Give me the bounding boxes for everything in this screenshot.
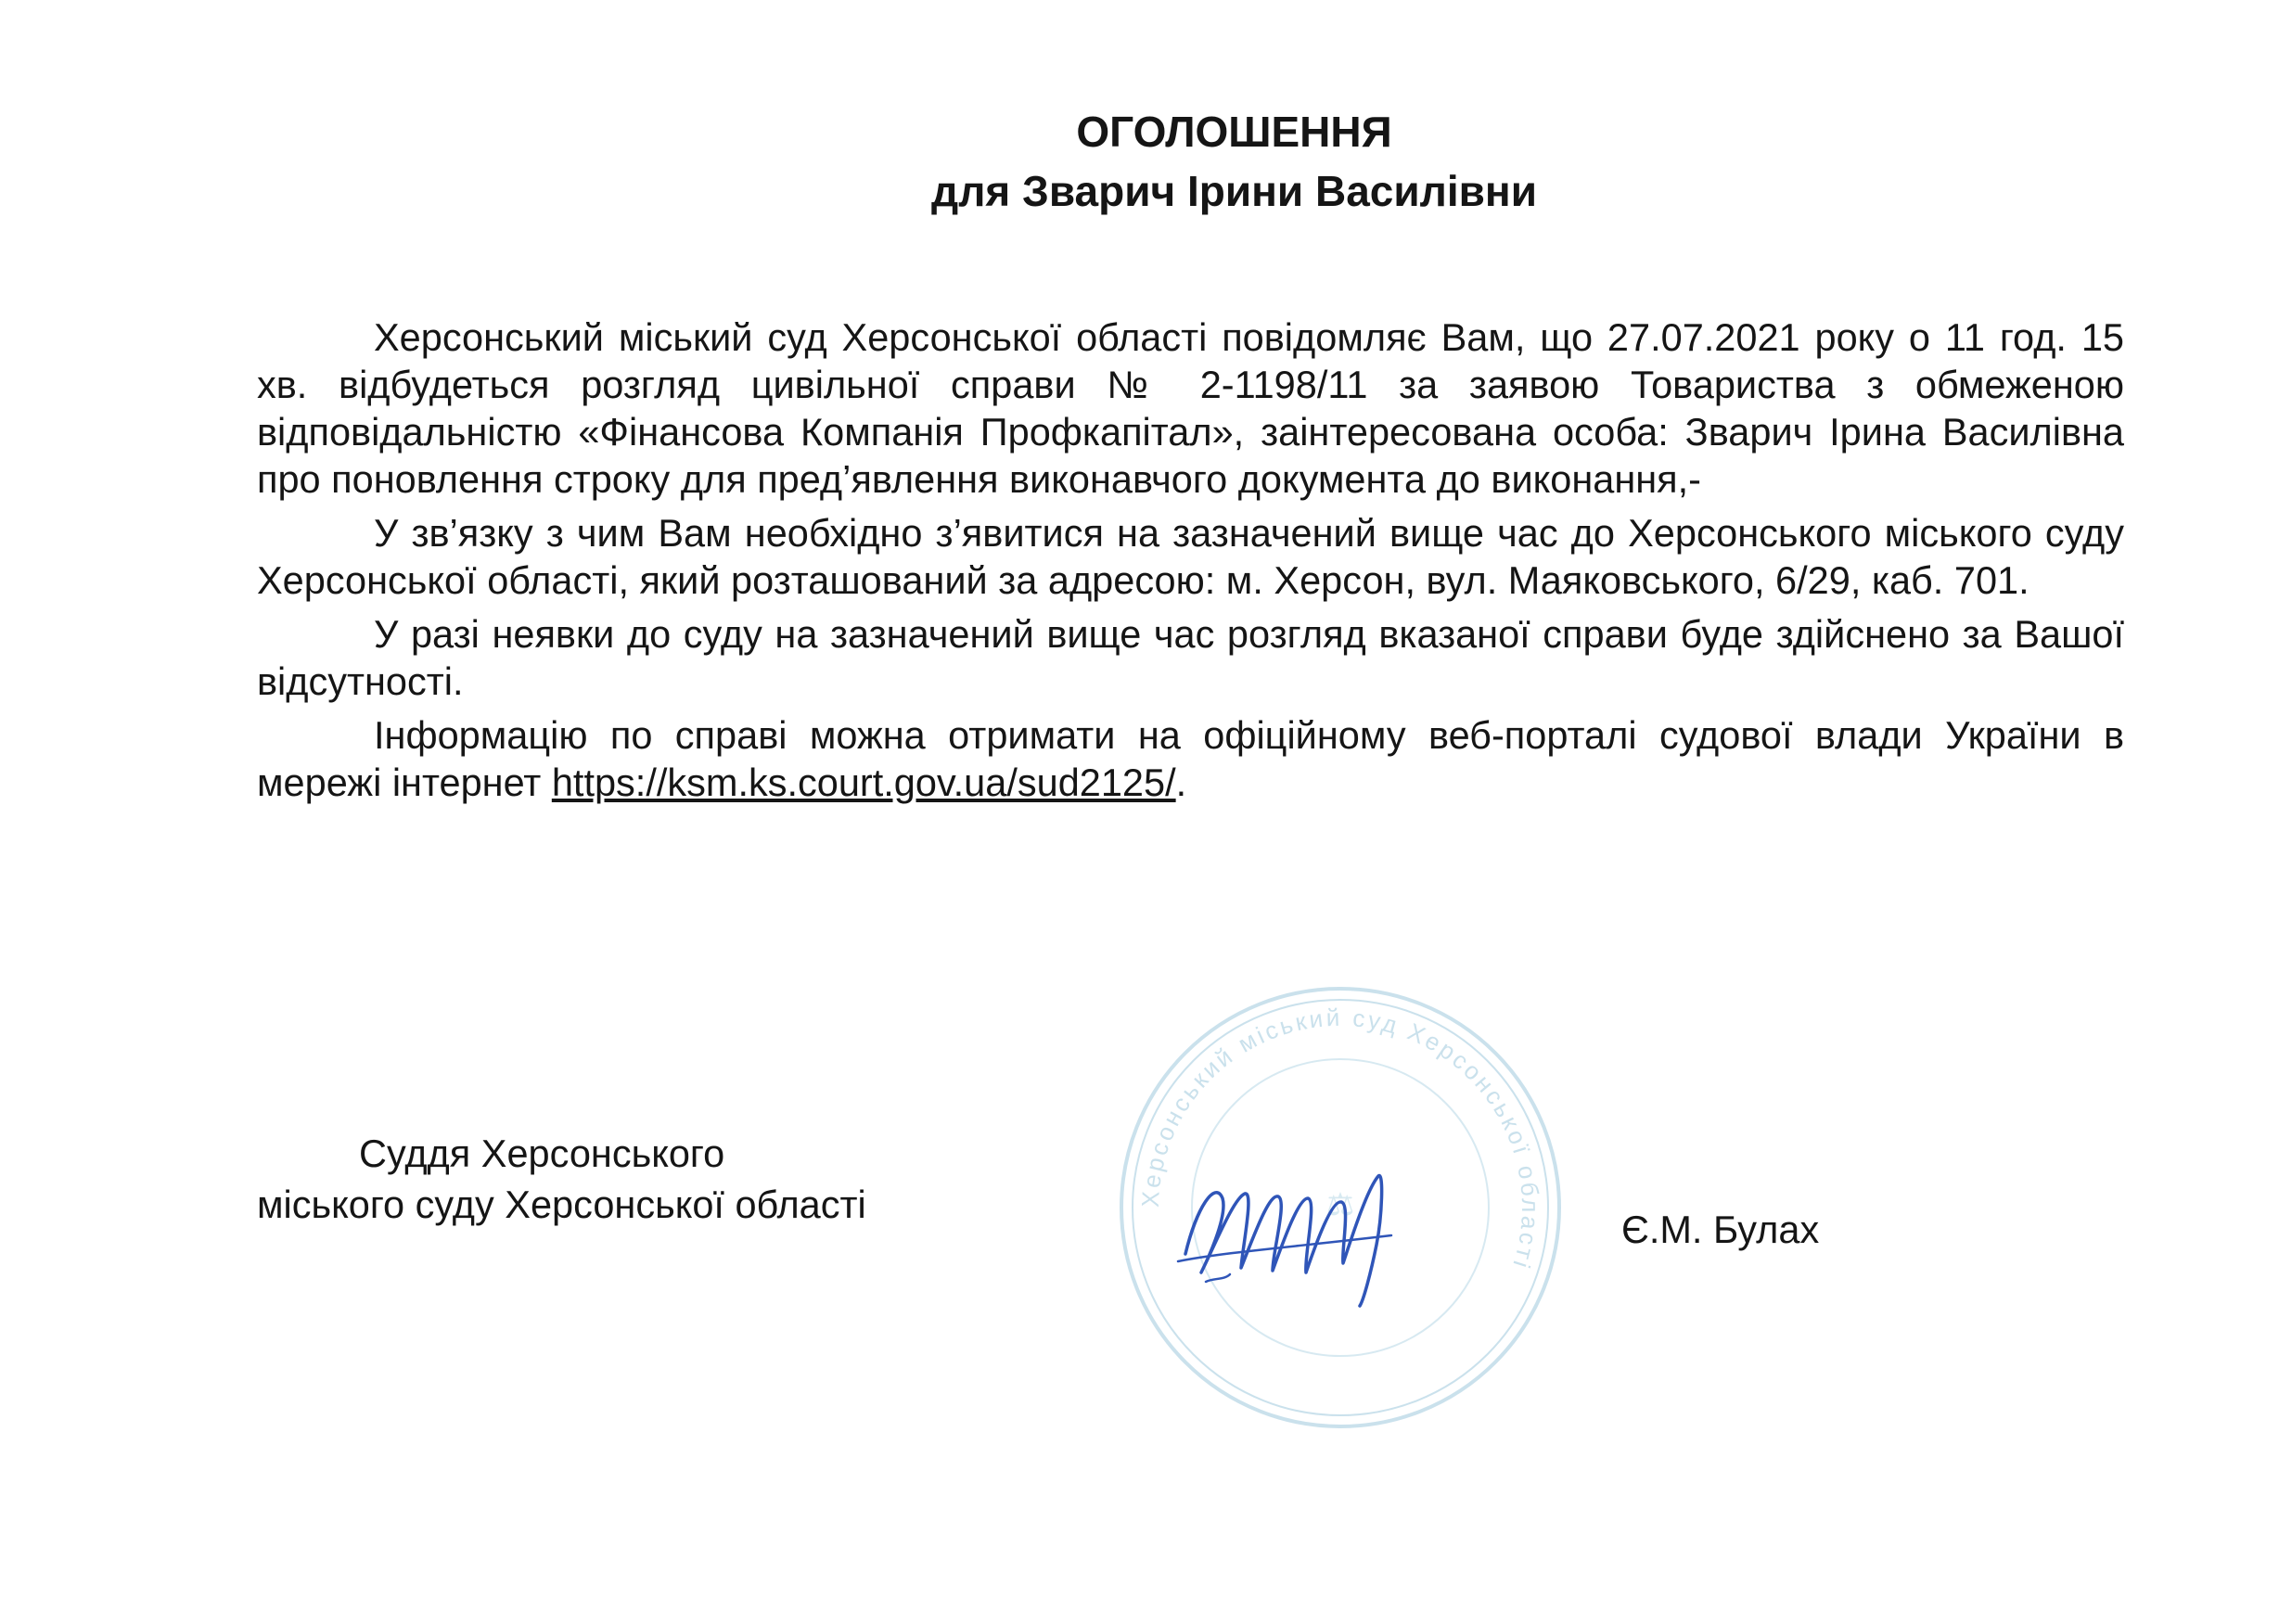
document-title: ОГОЛОШЕННЯ <box>1076 108 1392 156</box>
judge-name: Є.М. Булах <box>1621 1208 1820 1251</box>
judge-signature <box>1169 1143 1410 1310</box>
document-subtitle: для Зварич Ірини Василівни <box>931 167 1537 215</box>
paragraph-hearing-notice: Херсонський міський суд Херсонської області повідомляє Вам, що 27.07.2021 року о 11 год. 15 хв. відбудеться розгляд цивільної справи № 2-1198/11 за заявою Товариства з обмеженою відповідальністю «Фінансова Компанія Профкапітал», заінтересована особа: Зварич Ірина Василівна про поновлення строку для пред’явлення виконавчого документа до виконання,- <box>257 315 2124 501</box>
judge-title-line-2: міського суду Херсонської області <box>257 1183 866 1226</box>
paragraph-absence: У разі неявки до суду на зазначений вище час розгляд вказаної справи буде здійснено за Вашої відсутності. <box>257 612 2124 703</box>
svg-text:⚖: ⚖ <box>1325 1187 1355 1222</box>
info-suffix: . <box>1175 761 1187 804</box>
announcement-body <box>257 313 2124 806</box>
court-website-link[interactable]: https://ksm.ks.court.gov.ua/sud2125/ <box>551 761 1176 804</box>
stamp-text: Херсонський міський суд Херсонської області <box>1135 1003 1545 1274</box>
paragraph-info <box>257 711 2124 806</box>
judge-title <box>257 1128 866 1230</box>
judge-title-line-1: Суддя Херсонського <box>359 1132 725 1175</box>
paragraph-appearance: У зв’язку з чим Вам необхідно з’явитися на зазначений вище час до Херсонського міського суду Херсонської області, який розташований за адресою: м. Херсон, вул. Маяковського, 6/29, каб. 701. <box>257 511 2124 602</box>
info-text: Інформацію по справі можна отримати на офіційному веб-порталі судової влади України в мережі інтернет <box>257 713 2124 804</box>
